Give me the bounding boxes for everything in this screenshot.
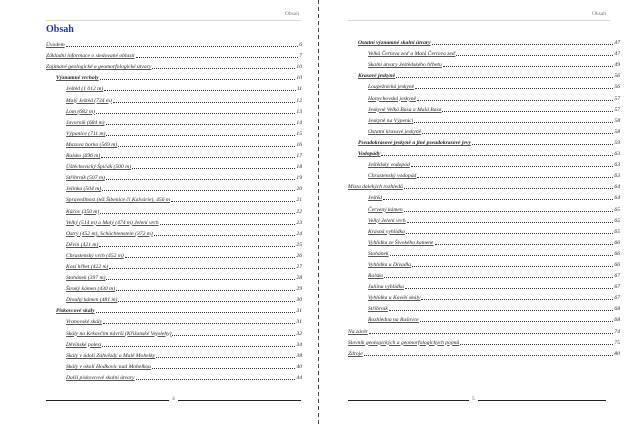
toc-entry-page: 59 <box>614 139 620 146</box>
toc-entry-label: Slovník geologických a geomorfologických pojmů <box>348 339 460 346</box>
dot-leader <box>389 310 614 311</box>
toc-entry-page: 24 <box>296 230 302 237</box>
toc-entry-label: Stříbrník (507 m) <box>66 175 105 182</box>
toc-entry[interactable] <box>46 82 302 93</box>
toc-entry[interactable] <box>348 36 620 47</box>
toc-entry-label: Jeskyně na Výpenici <box>368 117 414 124</box>
toc-entry[interactable] <box>46 249 302 260</box>
toc-entry-page: 22 <box>296 208 302 215</box>
toc-entry-label: Úvodem <box>46 42 65 49</box>
dot-leader <box>390 255 614 256</box>
toc-entry-label: Velká Čertova zeď a Malá Čertova zeď <box>368 51 456 58</box>
toc-entry-page: 57 <box>614 106 620 113</box>
toc-entry-label: Červený kámen <box>368 206 403 213</box>
dot-leader <box>421 299 613 300</box>
toc-entry-page: 10 <box>296 64 302 71</box>
toc-entry-page: 65 <box>614 206 620 213</box>
toc-entry-label: Spravedlnost (též Šibenice či Kalvárie), 456 m <box>66 197 170 204</box>
toc-entry[interactable] <box>46 360 302 371</box>
dot-leader <box>412 266 613 267</box>
dot-leader <box>106 124 296 125</box>
dot-leader <box>472 144 613 145</box>
toc-entry-page: 12 <box>296 97 302 104</box>
toc-entry-page: 19 <box>296 175 302 182</box>
header-rule <box>348 20 610 21</box>
toc-entry[interactable] <box>348 47 620 58</box>
toc-entry-label: Skály v okolí Hodkovic nad Mohelkou <box>66 363 151 370</box>
dot-leader <box>104 90 296 91</box>
toc-entry[interactable] <box>348 158 620 169</box>
toc-entry-label: Rozhledna na Rašovce <box>368 317 419 324</box>
toc-entry-page: 64 <box>614 184 620 191</box>
dot-leader <box>101 157 295 158</box>
dot-leader <box>106 179 296 180</box>
toc-entry-label: Místa dalekých rozhledů <box>348 184 403 191</box>
running-head: Obsah <box>591 11 606 17</box>
toc-entry[interactable] <box>46 49 302 60</box>
toc-entry-label: Základní informace o sledované oblasti <box>46 53 135 60</box>
toc-list-left <box>46 38 302 382</box>
running-head: Obsah <box>284 11 299 17</box>
toc-entry[interactable] <box>46 105 302 116</box>
dot-leader <box>460 344 613 345</box>
toc-entry-label: Zajímavé geologické a geomorfologické útvary <box>46 64 152 71</box>
toc-entry-page: 17 <box>296 153 302 160</box>
toc-entry[interactable] <box>46 282 302 293</box>
dot-leader <box>118 301 295 302</box>
dot-leader <box>407 222 614 223</box>
page-number: 4 <box>169 396 178 402</box>
dot-leader <box>136 379 296 380</box>
dot-leader <box>100 213 295 214</box>
toc-entry-label: Ralsko <box>368 273 384 280</box>
dot-leader <box>102 190 295 191</box>
toc-entry-page: 7 <box>299 53 302 60</box>
toc-entry[interactable] <box>348 103 620 114</box>
toc-entry-page: 20 <box>296 186 302 193</box>
toc-entry-page: 11 <box>296 86 302 93</box>
toc-entry-page: 29 <box>296 286 302 293</box>
toc-entry-label: Krásná vyhlídka <box>368 228 405 235</box>
dot-leader <box>96 113 296 114</box>
toc-entry-page: 66 <box>614 239 620 246</box>
dot-leader <box>66 46 299 47</box>
dot-leader <box>442 111 613 112</box>
toc-entry[interactable] <box>348 58 620 69</box>
toc-entry-page: 10 <box>296 75 302 82</box>
dot-leader <box>396 77 613 78</box>
dot-leader <box>160 224 296 225</box>
toc-entry[interactable] <box>46 71 302 82</box>
toc-entry-page: 16 <box>296 141 302 148</box>
dot-leader <box>404 211 614 212</box>
dot-leader <box>171 201 295 202</box>
toc-entry[interactable] <box>348 169 620 180</box>
toc-entry-page: 66 <box>614 250 620 257</box>
toc-entry-page: 31 <box>296 319 302 326</box>
toc-entry[interactable] <box>348 247 620 258</box>
dot-leader <box>405 288 614 289</box>
toc-entry-label: Stohánek <box>368 250 389 257</box>
toc-entry-page: 56 <box>614 84 620 91</box>
toc-entry-label: Vranovské skály <box>66 319 103 326</box>
dot-leader <box>414 122 613 123</box>
dot-leader <box>106 135 295 136</box>
dot-leader <box>103 323 295 324</box>
toc-entry-label: Stohánek (397 m) <box>66 275 106 282</box>
dot-leader <box>109 268 295 269</box>
dot-leader <box>384 277 613 278</box>
toc-entry-label: Chrastenský vrch (452 m) <box>66 252 124 259</box>
toc-entry-label: Mazova horka (569 m) <box>66 141 118 148</box>
toc-entry-label: Jeskyně Velká Basa a Malá Basa <box>368 106 442 113</box>
toc-list-right <box>348 36 620 358</box>
toc-entry-page: 47 <box>614 40 620 47</box>
toc-entry-page: 68 <box>614 306 620 313</box>
toc-entry[interactable] <box>46 293 302 304</box>
toc-entry[interactable] <box>348 136 620 147</box>
toc-entry-page: 28 <box>296 275 302 282</box>
toc-entry[interactable] <box>46 371 302 382</box>
toc-entry[interactable] <box>46 182 302 193</box>
toc-entry-page: 67 <box>614 295 620 302</box>
toc-entry[interactable] <box>46 38 302 49</box>
dot-leader <box>435 244 614 245</box>
toc-entry-page: 6 <box>299 42 302 49</box>
toc-entry[interactable] <box>46 138 302 149</box>
toc-entry[interactable] <box>46 260 302 271</box>
toc-entry-page: 65 <box>614 217 620 224</box>
toc-entry-page: 38 <box>296 352 302 359</box>
dot-leader <box>369 333 613 334</box>
toc-entry-label: Loupežnická jeskyně <box>368 84 415 91</box>
toc-entry[interactable] <box>348 324 620 335</box>
toc-entry-page: 63 <box>614 151 620 158</box>
toc-entry-page: 23 <box>296 219 302 226</box>
dot-leader <box>102 346 295 347</box>
toc-entry-page: 58 <box>614 128 620 135</box>
book-spine-divider <box>318 0 319 424</box>
toc-entry-page: 80 <box>614 350 620 357</box>
toc-entry[interactable] <box>348 80 620 91</box>
toc-entry-page: 66 <box>614 261 620 268</box>
toc-entry-label: Malý Ještěd (734 m) <box>66 97 112 104</box>
dot-leader <box>406 233 614 234</box>
toc-entry[interactable] <box>348 269 620 280</box>
toc-entry[interactable] <box>46 315 302 326</box>
toc-entry-label: Vyhlídka u Divadla <box>368 261 411 268</box>
toc-entry[interactable] <box>348 313 620 324</box>
dot-leader <box>116 290 295 291</box>
dot-leader <box>415 88 613 89</box>
dot-leader <box>456 55 613 56</box>
toc-entry[interactable] <box>348 69 620 80</box>
dot-leader <box>106 279 295 280</box>
toc-entry-page: 63 <box>614 173 620 180</box>
toc-entry[interactable] <box>46 271 302 282</box>
toc-entry-page: 40 <box>296 363 302 370</box>
dot-leader <box>381 155 613 156</box>
toc-entry-page: 75 <box>614 339 620 346</box>
toc-entry-label: Juliina vyhlídka <box>368 284 404 291</box>
dot-leader <box>417 177 613 178</box>
dot-leader <box>417 100 613 101</box>
toc-entry-page: 13 <box>296 108 302 115</box>
toc-entry[interactable] <box>348 191 620 202</box>
toc-entry-page: 30 <box>296 297 302 304</box>
toc-entry[interactable] <box>348 258 620 269</box>
dot-leader <box>172 335 295 336</box>
dot-leader <box>411 166 614 167</box>
toc-entry-label: Ještědský vodopád <box>368 162 410 169</box>
toc-entry-label: Ostatní významné skalní útvary <box>358 40 431 47</box>
toc-entry-page: 26 <box>296 252 302 259</box>
toc-entry-label: Děvín (421 m) <box>66 241 99 248</box>
toc-entry-page: 64 <box>614 195 620 202</box>
toc-entry-label: Významné vrcholy <box>56 75 99 82</box>
toc-entry-page: 47 <box>614 51 620 58</box>
toc-entry-label: Pseudokrasové jeskyně a jiné pseudokrasové jevy <box>358 139 471 146</box>
dot-leader <box>113 102 296 103</box>
dot-leader <box>432 44 614 45</box>
toc-entry-label: Skály v údolí Záhvězdy a Malé Mohelky <box>66 352 156 359</box>
toc-entry[interactable] <box>46 93 302 104</box>
toc-entry-label: Jelínka (504 m) <box>66 186 102 193</box>
dot-leader <box>154 235 296 236</box>
dot-leader <box>125 257 296 258</box>
toc-entry[interactable] <box>46 171 302 182</box>
toc-entry[interactable] <box>46 193 302 204</box>
toc-entry[interactable] <box>348 225 620 236</box>
page-number: 5 <box>469 396 478 402</box>
toc-entry[interactable] <box>348 91 620 102</box>
toc-entry-label: Vyhlídka u Kaviěí skály <box>368 295 421 302</box>
toc-entry[interactable] <box>46 326 302 337</box>
toc-entry[interactable] <box>46 238 302 249</box>
toc-entry-label: Úštěchovický Špičák (500 m) <box>66 164 132 171</box>
toc-entry-label: Kozí hřbet (422 m) <box>66 263 109 270</box>
right-page <box>319 0 638 424</box>
toc-entry-label: Velký (514 m) a Malý (474 m) Jelení vrch <box>66 219 159 226</box>
toc-entry-page: 44 <box>296 374 302 381</box>
toc-entry-label: Pískovcové skály <box>56 308 95 315</box>
toc-entry-label: Ostatní krasové jeskyně <box>368 128 422 135</box>
dot-leader <box>136 57 299 58</box>
dot-leader <box>404 188 614 189</box>
dot-leader <box>152 68 295 69</box>
toc-entry-label: Stříbrník <box>368 306 388 313</box>
dot-leader <box>96 312 296 313</box>
toc-entry[interactable] <box>46 160 302 171</box>
toc-entry[interactable] <box>348 125 620 136</box>
dot-leader <box>443 66 614 67</box>
toc-entry-page: 49 <box>614 62 620 69</box>
dot-leader <box>383 199 613 200</box>
toc-entry-label: Skalní útvary Ještědského hřbetu <box>368 62 442 69</box>
toc-entry-page: 32 <box>296 330 302 337</box>
dot-leader <box>422 133 613 134</box>
toc-entry[interactable] <box>348 347 620 358</box>
toc-entry[interactable] <box>348 214 620 225</box>
toc-entry-label: Zdroje <box>348 350 363 357</box>
toc-entry-page: 67 <box>614 273 620 280</box>
dot-leader <box>152 368 295 369</box>
toc-title: Obsah <box>46 24 74 35</box>
toc-entry[interactable] <box>46 338 302 349</box>
toc-entry-label: Krasové jeskyně <box>358 73 396 80</box>
toc-entry-page: 25 <box>296 241 302 248</box>
toc-entry-label: Ještěd (1 012 m) <box>66 86 104 93</box>
toc-entry-page: 15 <box>296 130 302 137</box>
toc-entry-label: Vodopády <box>358 151 381 158</box>
toc-entry-label: Děvínské polesí <box>66 341 102 348</box>
toc-entry-page: 65 <box>614 228 620 235</box>
toc-entry[interactable] <box>348 291 620 302</box>
toc-entry-page: 21 <box>296 197 302 204</box>
dot-leader <box>420 321 614 322</box>
toc-entry[interactable] <box>348 236 620 247</box>
toc-entry[interactable] <box>348 180 620 191</box>
toc-entry-page: 14 <box>296 119 302 126</box>
toc-entry-page: 58 <box>614 117 620 124</box>
toc-entry-label: Vyhlídka ze Šivokého kamene <box>368 239 434 246</box>
toc-entry-label: Javorník (684 m) <box>66 119 105 126</box>
dot-leader <box>364 355 614 356</box>
toc-entry-label: Další pískovcové skalní útvary <box>66 374 135 381</box>
toc-entry[interactable] <box>348 114 620 125</box>
toc-entry-page: 57 <box>614 95 620 102</box>
toc-entry[interactable] <box>46 304 302 315</box>
toc-entry-label: Chrastenský vodopád <box>368 173 417 180</box>
header-rule <box>46 20 301 21</box>
toc-entry[interactable] <box>348 280 620 291</box>
toc-entry-page: 68 <box>614 317 620 324</box>
toc-entry[interactable] <box>46 127 302 138</box>
toc-entry-label: Ještěd <box>368 195 382 202</box>
toc-entry[interactable] <box>348 147 620 158</box>
dot-leader <box>100 79 296 80</box>
toc-entry[interactable] <box>46 349 302 360</box>
toc-entry[interactable] <box>46 149 302 160</box>
toc-entry-page: 18 <box>296 164 302 171</box>
toc-entry[interactable] <box>46 227 302 238</box>
toc-entry-page: 63 <box>614 162 620 169</box>
dot-leader <box>156 357 295 358</box>
toc-entry-page: 67 <box>614 284 620 291</box>
toc-entry-label: Dlouhý kámen (481 m) <box>66 297 118 304</box>
toc-entry-label: Ralsko (696 m) <box>66 153 101 160</box>
toc-entry[interactable] <box>46 216 302 227</box>
toc-entry-page: 56 <box>614 73 620 80</box>
toc-entry[interactable] <box>46 60 302 71</box>
toc-entry-label: Skály na Krkavčím návrší (Křižanské Vejolehy) <box>66 330 172 337</box>
toc-entry[interactable] <box>348 202 620 213</box>
toc-entry-label: Ostrý (452 m), Schächtenstein (372 m) <box>66 230 153 237</box>
toc-entry-label: Na závěr <box>348 328 369 335</box>
toc-entry[interactable] <box>46 204 302 215</box>
toc-entry-label: Hanychovská jeskyně <box>368 95 416 102</box>
toc-entry-label: Lom (682 m) <box>66 108 95 115</box>
toc-entry-label: Výpanice (711 m) <box>66 130 106 137</box>
toc-entry-page: 27 <box>296 263 302 270</box>
dot-leader <box>99 246 295 247</box>
toc-entry[interactable] <box>46 116 302 127</box>
toc-entry[interactable] <box>348 302 620 313</box>
toc-entry-page: 74 <box>614 328 620 335</box>
toc-entry-page: 34 <box>296 341 302 348</box>
dot-leader <box>132 168 295 169</box>
toc-entry-label: Velký Jelení vrch <box>368 217 406 224</box>
toc-entry-label: Široký kámen (430 m) <box>66 286 116 293</box>
toc-entry[interactable] <box>348 336 620 347</box>
toc-entry-page: 31 <box>296 308 302 315</box>
toc-entry-label: Káčov (350 m) <box>66 208 100 215</box>
dot-leader <box>118 146 295 147</box>
